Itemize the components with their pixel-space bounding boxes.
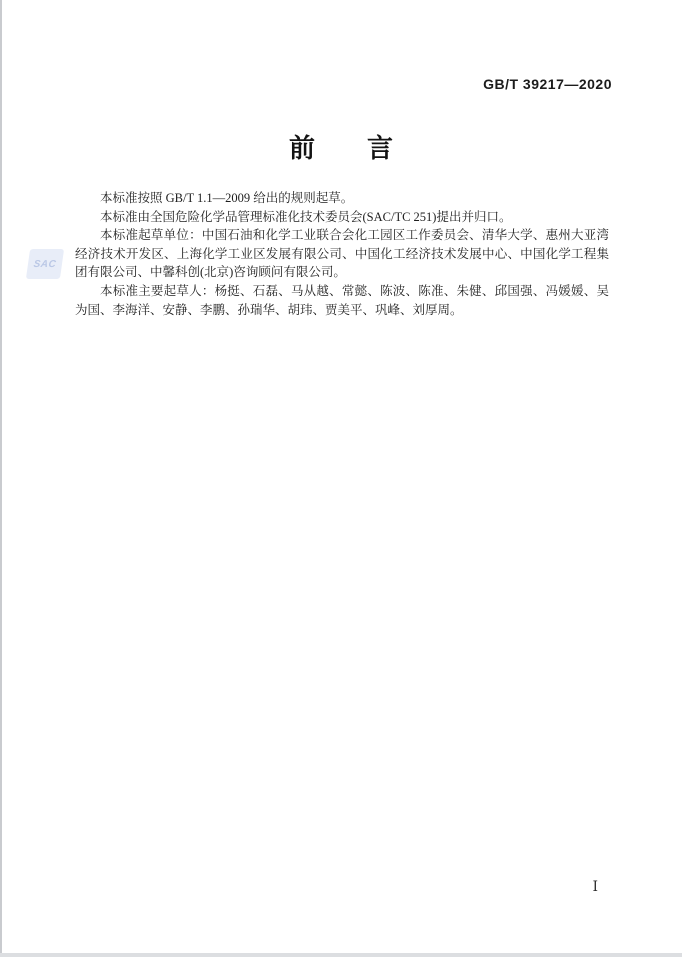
page-number: Ⅰ <box>592 879 598 894</box>
foreword-paragraph: 本标准按照 GB/T 1.1—2009 给出的规则起草。 <box>100 191 354 205</box>
foreword-paragraph: 本标准由全国危险化学品管理标准化技术委员会(SAC/TC 251)提出并归口。 <box>100 209 512 224</box>
foreword-body <box>75 189 609 319</box>
standard-number-header: GB/T 39217—2020 <box>483 76 612 92</box>
page-title: 前 言 <box>288 133 393 163</box>
foreword-paragraph: 本标准起草单位：中国石油和化学工业联合会化工园区工作委员会、清华大学、惠州大亚湾经济技术开发区、上海化学工业区发展有限公司、中国化工经济技术发展中心、中国化学工程集团有限公司、中馨科创(北京)咨询顾问有限公司。 <box>75 228 609 280</box>
page-edge-bottom <box>0 953 682 957</box>
sac-watermark-stamp: SAC <box>26 249 64 279</box>
foreword-paragraph: 本标准主要起草人：杨挺、石磊、马从越、常懿、陈波、陈准、朱健、邱国强、冯媛媛、吴为国、李海洋、安静、李鹏、孙瑞华、胡玮、贾美平、巩峰、刘厚周。 <box>75 283 609 317</box>
